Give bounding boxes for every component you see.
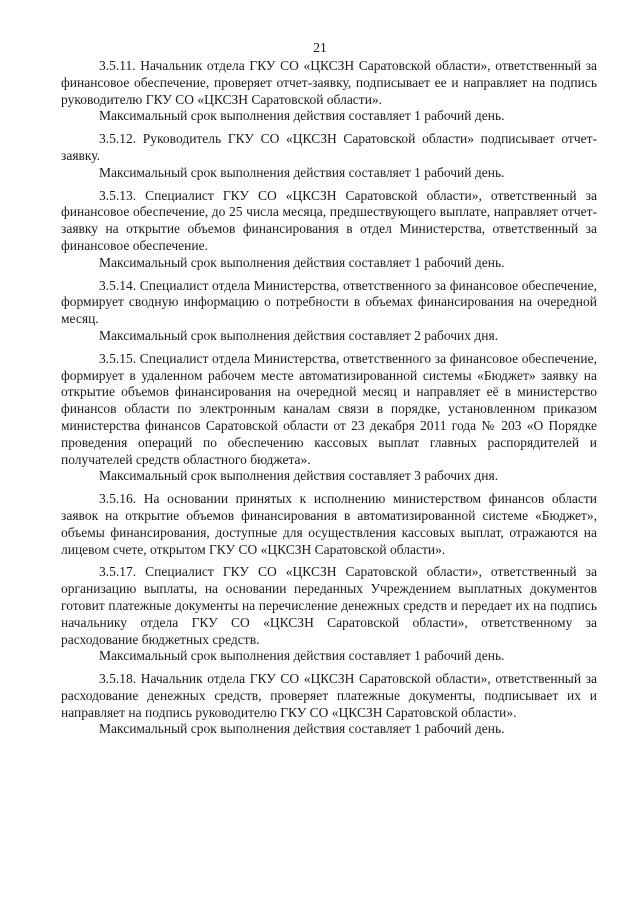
clause-deadline: Максимальный срок выполнения действия составляет 1 рабочий день.	[99, 648, 505, 664]
clause-text: 3.5.14. Специалист отдела Министерства, ответственного за финансовое обеспечение, формирует сводную информацию о потребности в объемах финансирования на очередной месяц.	[61, 277, 597, 327]
clause-3-5-15	[61, 351, 597, 485]
clause-3-5-11	[61, 58, 597, 125]
clause-deadline: Максимальный срок выполнения действия составляет 2 рабочих дня.	[99, 327, 499, 343]
clause-text: 3.5.16. На основании принятых к исполнению министерством финансов области заявок на открытие объемов финансирования в автоматизированной системе «Бюджет», объемы финансирования, доступные для осуществления кассовых выплат, отражаются на лицевом счете, открытом ГКУ СО «ЦКСЗН Саратовской области».	[61, 491, 597, 557]
clause-3-5-18	[61, 671, 597, 738]
page-number: 21	[313, 40, 327, 55]
clause-deadline: Максимальный срок выполнения действия составляет 1 рабочий день.	[99, 164, 505, 180]
clause-3-5-14	[61, 278, 597, 345]
clause-deadline: Максимальный срок выполнения действия составляет 1 рабочий день.	[99, 254, 505, 270]
clause-text: 3.5.11. Начальник отдела ГКУ СО «ЦКСЗН Саратовской области», ответственный за финансовое обеспечение, проверяет отчет-заявку, подписывает ее и направляет на подпись руководителю ГКУ СО «ЦКСЗН Саратовской области».	[61, 58, 597, 107]
clause-text: 3.5.17. Специалист ГКУ СО «ЦКСЗН Саратовской области», ответственный за организацию выплаты, на основании переданных Учреждением выплатных документов готовит платежные документы на перечисление денежных средств и передает их на подпись начальнику отдела ГКУ СО «ЦКСЗН Саратовской области», ответственному за расходование бюджетных средств.	[61, 564, 597, 647]
clause-3-5-17	[61, 564, 597, 665]
clause-deadline: Максимальный срок выполнения действия составляет 1 рабочий день.	[99, 108, 505, 124]
clause-deadline: Максимальный срок выполнения действия составляет 3 рабочих дня.	[99, 468, 499, 484]
clause-text: 3.5.12. Руководитель ГКУ СО «ЦКСЗН Саратовской области» подписывает отчет-заявку.	[61, 131, 597, 163]
clause-3-5-13	[61, 188, 597, 272]
clause-text: 3.5.13. Специалист ГКУ СО «ЦКСЗН Саратовской области», ответственный за финансовое обеспечение, до 25 числа месяца, предшествующего выплате, направляет отчет-заявку на открытие объемов финансирования в отдел Министерства, ответственный за финансовое обеспечение.	[61, 187, 597, 253]
clause-3-5-16	[61, 491, 597, 558]
clause-text: 3.5.15. Специалист отдела Министерства, ответственного за финансовое обеспечение, формирует в удаленном рабочем месте автоматизированной системы «Бюджет» заявку на открытие объемов финансирования на очередной месяц и направляет её в министерство финансов области по электронным каналам связи в порядке, установленном приказом министерства финансов Саратовской области от 23 декабря 2011 года № 203 «О Порядке проведения операций по обеспечению кассовых выплат главных распорядителей и получателей средств областного бюджета».	[61, 350, 597, 467]
document-body	[61, 58, 597, 744]
clause-text: 3.5.18. Начальник отдела ГКУ СО «ЦКСЗН Саратовской области», ответственный за расходование денежных средств, проверяет платежные документы, подписывает их и направляет на подпись руководителю ГКУ СО «ЦКСЗН Саратовской области».	[61, 671, 597, 720]
clause-deadline: Максимальный срок выполнения действия составляет 1 рабочий день.	[99, 721, 505, 737]
clause-3-5-12	[61, 131, 597, 181]
